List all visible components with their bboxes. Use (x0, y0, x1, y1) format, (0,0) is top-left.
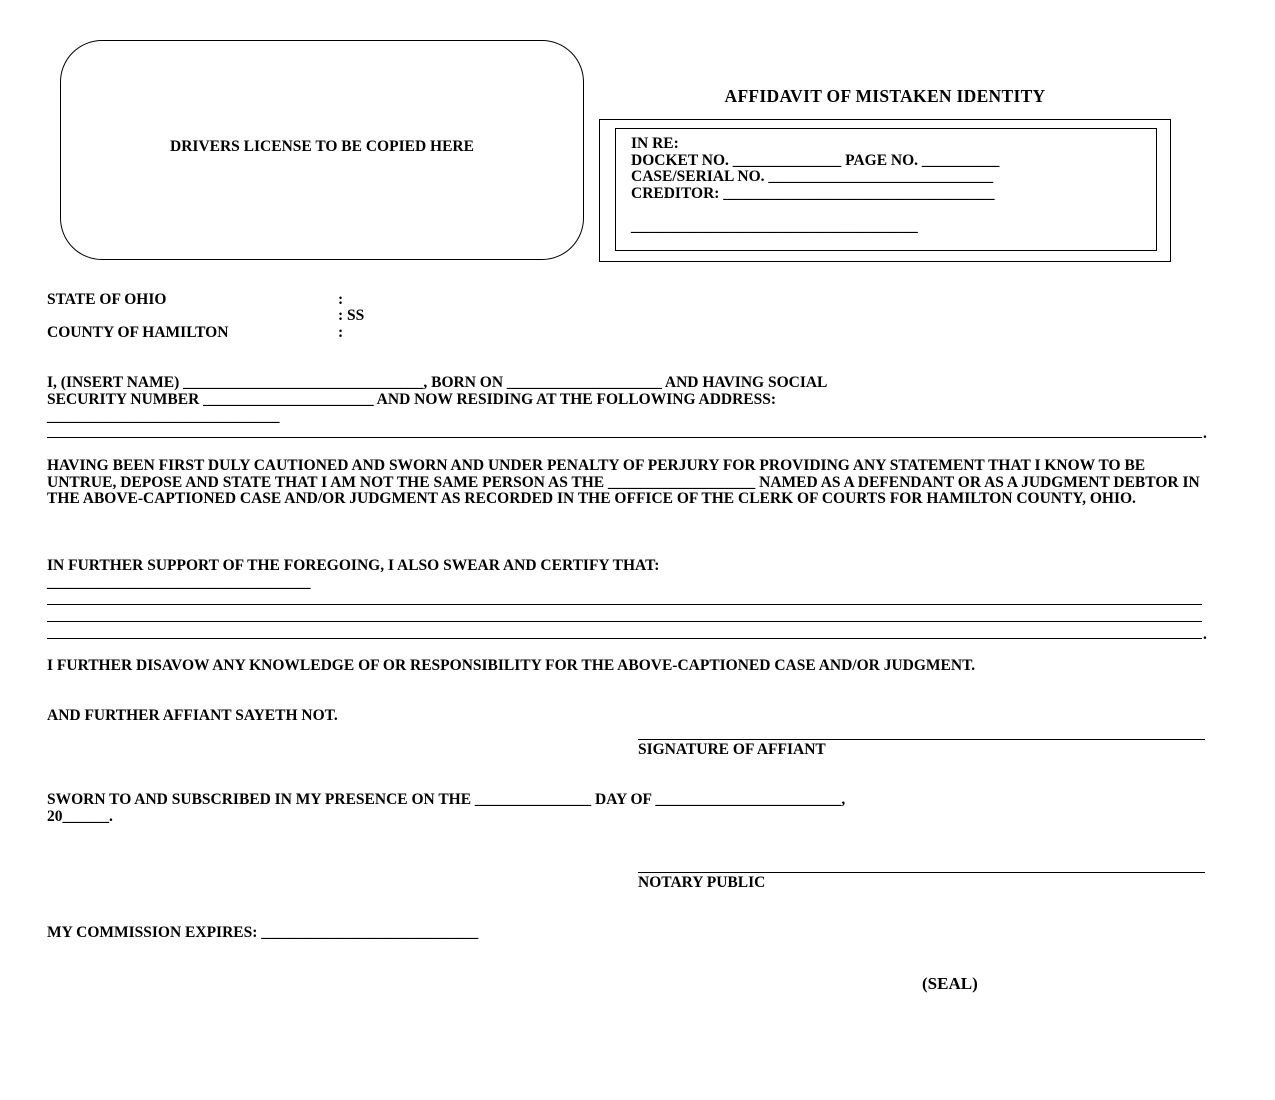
address-line-1[interactable]: ______________________________ (47, 408, 280, 425)
support-end-period: . (1203, 626, 1207, 643)
seal-label: (SEAL) (922, 974, 978, 993)
case-serial-field[interactable]: CASE/SERIAL NO. _____________________________ (631, 168, 994, 186)
address-end-period: . (1203, 425, 1207, 442)
creditor-field[interactable]: CREDITOR: ___________________________________ (631, 185, 995, 203)
intro-line-2[interactable]: SECURITY NUMBER ______________________ AND NOW RESIDING AT THE FOLLOWING ADDRESS: (47, 391, 777, 408)
notary-signature-line[interactable] (638, 872, 1205, 873)
support-line-2[interactable] (47, 604, 1202, 605)
docket-page-field[interactable]: DOCKET NO. ______________ PAGE NO. __________ (631, 151, 1000, 169)
venue-colon-2: : (338, 324, 344, 341)
signature-of-affiant-label: SIGNATURE OF AFFIANT (638, 741, 826, 758)
document-title: AFFIDAVIT OF MISTAKEN IDENTITY (724, 86, 1046, 106)
sayeth-not: AND FURTHER AFFIANT SAYETH NOT. (47, 707, 338, 724)
intro-line-1[interactable]: I, (INSERT NAME) _______________________________, BORN ON ____________________ AND HAVING SOCIAL (47, 374, 828, 391)
address-line-2[interactable] (47, 437, 1202, 438)
sworn-statement: HAVING BEEN FIRST DULY CAUTIONED AND SWORN AND UNDER PENALTY OF PERJURY FOR PROVIDING ANY STATEMENT THAT I KNOW TO BE UNTRUE, DEPOSE AND STATE THAT I AM NOT THE SAME PERSON AS THE ___________________ NAMED AS A DEFENDANT OR AS A JUDGMENT DEBTOR IN THE ABOVE-CAPTIONED CASE AND/OR JUDGMENT AS RECORDED IN THE OFFICE OF THE CLERK OF COURTS FOR HAMILTON COUNTY, OHIO. (47, 457, 1200, 507)
disavow-statement: I FURTHER DISAVOW ANY KNOWLEDGE OF OR RESPONSIBILITY FOR THE ABOVE-CAPTIONED CASE AND/OR JUDGMENT. (47, 657, 976, 674)
support-heading: IN FURTHER SUPPORT OF THE FOREGOING, I ALSO SWEAR AND CERTIFY THAT: (47, 557, 660, 574)
venue-colon-1: : (338, 291, 344, 308)
case-caption (631, 136, 999, 236)
venue-county: COUNTY OF HAMILTON (47, 324, 229, 341)
drivers-license-box (60, 40, 584, 260)
jurat-line-1[interactable]: SWORN TO AND SUBSCRIBED IN MY PRESENCE ON THE _______________ DAY OF ________________________, (47, 791, 846, 808)
venue-ss: : SS (338, 307, 365, 324)
support-line-3[interactable] (47, 621, 1202, 622)
in-re-label: IN RE: (631, 135, 679, 152)
commission-expires[interactable]: MY COMMISSION EXPIRES: ____________________________ (47, 924, 479, 941)
caption-blank-line[interactable]: _____________________________________ (631, 217, 918, 235)
venue-state: STATE OF OHIO (47, 291, 167, 308)
drivers-license-label: DRIVERS LICENSE TO BE COPIED HERE (170, 138, 474, 155)
jurat-line-2[interactable]: 20______. (47, 808, 113, 825)
affiant-signature-line[interactable] (638, 739, 1205, 740)
support-line-4[interactable] (47, 638, 1202, 639)
support-line-1[interactable]: __________________________________ (47, 574, 311, 591)
notary-public-label: NOTARY PUBLIC (638, 874, 766, 891)
